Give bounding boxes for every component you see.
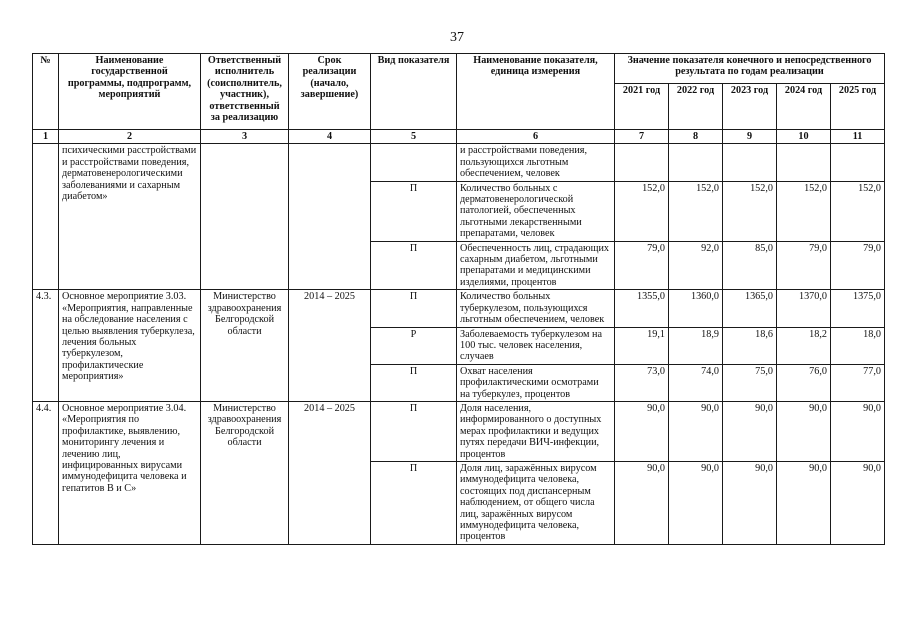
value-cell: 152,0 xyxy=(615,181,669,241)
table-row xyxy=(33,144,885,181)
value-cell: 1360,0 xyxy=(669,290,723,327)
indicator-name: Доля населения, информированного о доступных мерах профилактики и ведущих путях передачи ВИЧ-инфекции, процентов xyxy=(457,401,615,461)
indicator-type: П xyxy=(371,461,457,544)
value-cell: 74,0 xyxy=(669,364,723,401)
header-year-2022: 2022 год xyxy=(669,84,723,130)
column-number: 2 xyxy=(59,130,201,144)
block-name: Основное мероприятие 3.04. «Мероприятия по профилактике, выявлению, мониторингу лечения и лечению лиц, инфицированных вирусами иммунодефицита человека и гепатитов В и С» xyxy=(59,401,201,544)
value-cell: 76,0 xyxy=(777,364,831,401)
value-cell: 152,0 xyxy=(777,181,831,241)
value-cell: 1355,0 xyxy=(615,290,669,327)
indicator-name: Обеспеченность лиц, страдающих сахарным диабетом, льготными препаратами и медицинскими изделиями, процентов xyxy=(457,241,615,290)
value-cell: 1370,0 xyxy=(777,290,831,327)
table-row xyxy=(33,290,885,327)
value-cell: 1375,0 xyxy=(831,290,885,327)
value-cell: 90,0 xyxy=(777,401,831,461)
header-type: Вид показателя xyxy=(371,54,457,130)
table-row xyxy=(33,401,885,461)
indicator-type: П xyxy=(371,401,457,461)
indicator-name: Количество больных с дерматовенерологической патологией, обеспеченных льготными лекарственными препаратами, человек xyxy=(457,181,615,241)
block-responsible xyxy=(201,144,289,290)
value-cell: 152,0 xyxy=(723,181,777,241)
indicator-name: Охват населения профилактическими осмотрами на туберкулез, процентов xyxy=(457,364,615,401)
block-number xyxy=(33,144,59,290)
column-number: 7 xyxy=(615,130,669,144)
block-responsible: Министерство здравоохранения Белгородской области xyxy=(201,290,289,402)
value-cell: 90,0 xyxy=(831,401,885,461)
value-cell: 90,0 xyxy=(723,461,777,544)
header-indicator: Наименование показателя, единица измерения xyxy=(457,54,615,130)
header-year-2024: 2024 год xyxy=(777,84,831,130)
value-cell xyxy=(777,144,831,181)
block-number: 4.4. xyxy=(33,401,59,544)
column-number: 3 xyxy=(201,130,289,144)
value-cell: 90,0 xyxy=(669,401,723,461)
block-term xyxy=(289,144,371,290)
value-cell: 73,0 xyxy=(615,364,669,401)
value-cell xyxy=(615,144,669,181)
column-number: 8 xyxy=(669,130,723,144)
block-name: психическими расстройствами и расстройствами поведения, дерматовенерологическими заболеваниями и сахарным диабетом» xyxy=(59,144,201,290)
column-number: 11 xyxy=(831,130,885,144)
column-number: 9 xyxy=(723,130,777,144)
value-cell: 18,9 xyxy=(669,327,723,364)
value-cell: 152,0 xyxy=(669,181,723,241)
value-cell: 92,0 xyxy=(669,241,723,290)
value-cell: 90,0 xyxy=(777,461,831,544)
indicator-name: и расстройствами поведения, пользующихся льготным обеспечением, человек xyxy=(457,144,615,181)
column-number: 6 xyxy=(457,130,615,144)
indicators-table xyxy=(32,53,885,545)
value-cell: 75,0 xyxy=(723,364,777,401)
block-responsible: Министерство здравоохранения Белгородской области xyxy=(201,401,289,544)
value-cell xyxy=(831,144,885,181)
column-numbers-row xyxy=(33,130,885,144)
column-number: 4 xyxy=(289,130,371,144)
header-values-group: Значение показателя конечного и непосредственного результата по годам реализации xyxy=(615,54,885,84)
value-cell: 90,0 xyxy=(615,461,669,544)
indicator-type: Р xyxy=(371,327,457,364)
value-cell: 79,0 xyxy=(831,241,885,290)
value-cell: 19,1 xyxy=(615,327,669,364)
block-name: Основное мероприятие 3.03. «Мероприятия, направленные на обследование населения с целью выявления туберкулеза, лечения больных туберкулезом, профилактические мероприятия» xyxy=(59,290,201,402)
header-year-2023: 2023 год xyxy=(723,84,777,130)
column-number: 5 xyxy=(371,130,457,144)
page-number: 37 xyxy=(450,30,464,45)
value-cell: 90,0 xyxy=(615,401,669,461)
value-cell: 1365,0 xyxy=(723,290,777,327)
header-term: Срок реализации (начало, завершение) xyxy=(289,54,371,130)
value-cell: 79,0 xyxy=(777,241,831,290)
column-number: 1 xyxy=(33,130,59,144)
value-cell: 90,0 xyxy=(723,401,777,461)
value-cell: 152,0 xyxy=(831,181,885,241)
block-number: 4.3. xyxy=(33,290,59,402)
value-cell: 18,0 xyxy=(831,327,885,364)
column-number: 10 xyxy=(777,130,831,144)
value-cell xyxy=(723,144,777,181)
value-cell: 90,0 xyxy=(669,461,723,544)
indicator-name: Заболеваемость туберкулезом на 100 тыс. человек населения, случаев xyxy=(457,327,615,364)
block-term: 2014 – 2025 xyxy=(289,290,371,402)
indicator-type: П xyxy=(371,181,457,241)
value-cell: 79,0 xyxy=(615,241,669,290)
indicator-name: Количество больных туберкулезом, пользующихся льготным обеспечением, человек xyxy=(457,290,615,327)
indicator-type: П xyxy=(371,290,457,327)
block-term: 2014 – 2025 xyxy=(289,401,371,544)
indicator-name: Доля лиц, заражённых вирусом иммунодефицита человека, состоящих под диспансерным наблюдением, от общего числа лиц, заражённых вирусом иммунодефицита человека, процентов xyxy=(457,461,615,544)
header-no: № xyxy=(33,54,59,130)
indicator-type: П xyxy=(371,241,457,290)
indicator-type xyxy=(371,144,457,181)
value-cell: 18,6 xyxy=(723,327,777,364)
header-responsible: Ответственный исполнитель (соисполнитель, участник), ответственный за реализацию xyxy=(201,54,289,130)
header-name: Наименование государственной программы, подпрограмм, мероприятий xyxy=(59,54,201,130)
indicator-type: П xyxy=(371,364,457,401)
header-year-2025: 2025 год xyxy=(831,84,885,130)
value-cell: 77,0 xyxy=(831,364,885,401)
header-year-2021: 2021 год xyxy=(615,84,669,130)
value-cell: 18,2 xyxy=(777,327,831,364)
value-cell: 90,0 xyxy=(831,461,885,544)
value-cell xyxy=(669,144,723,181)
value-cell: 85,0 xyxy=(723,241,777,290)
